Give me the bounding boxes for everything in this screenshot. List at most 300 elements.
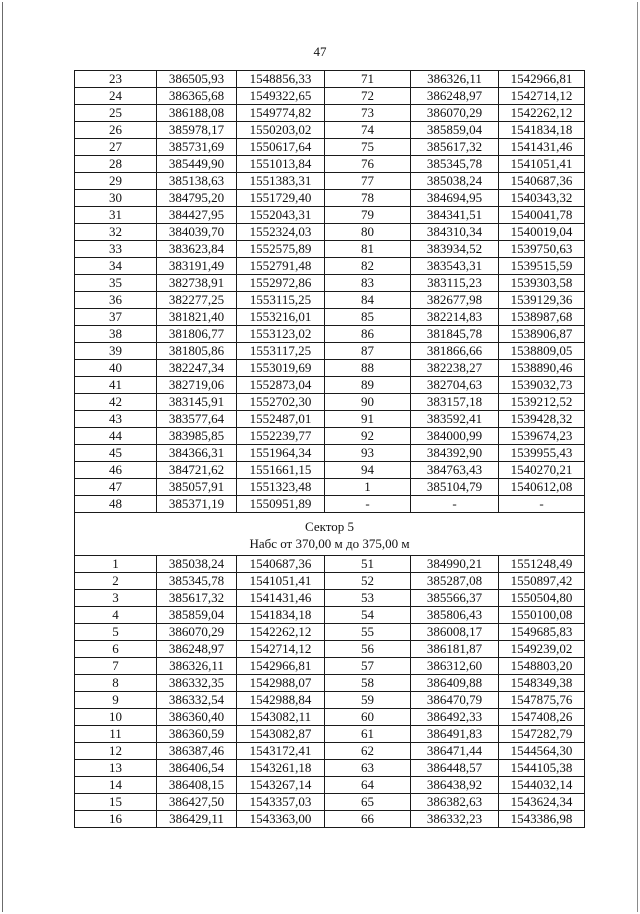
cell-y-coord-left: 1541051,41 bbox=[237, 573, 325, 590]
cell-point-number-left: 24 bbox=[75, 88, 157, 105]
cell-x-coord-left: 386070,29 bbox=[157, 624, 237, 641]
cell-y-coord-right: 1539674,23 bbox=[499, 428, 585, 445]
cell-x-coord-left: 385371,19 bbox=[157, 496, 237, 513]
table-row bbox=[75, 794, 585, 811]
cell-y-coord-left: 1548856,33 bbox=[237, 71, 325, 88]
cell-x-coord-left: 386427,50 bbox=[157, 794, 237, 811]
cell-point-number-left: 8 bbox=[75, 675, 157, 692]
sector-subtitle: Набс от 370,00 м до 375,00 м bbox=[249, 536, 410, 551]
cell-x-coord-left: 381806,77 bbox=[157, 326, 237, 343]
cell-point-number-left: 35 bbox=[75, 275, 157, 292]
cell-y-coord-left: 1542966,81 bbox=[237, 658, 325, 675]
cell-point-number-left: 3 bbox=[75, 590, 157, 607]
cell-point-number-left: 15 bbox=[75, 794, 157, 811]
cell-x-coord-right: 386181,87 bbox=[411, 641, 499, 658]
cell-point-number-right: 62 bbox=[325, 743, 411, 760]
cell-point-number-right: 88 bbox=[325, 360, 411, 377]
cell-point-number-right: 51 bbox=[325, 556, 411, 573]
table-row bbox=[75, 88, 585, 105]
cell-point-number-left: 10 bbox=[75, 709, 157, 726]
cell-point-number-right: 73 bbox=[325, 105, 411, 122]
cell-y-coord-left: 1551964,34 bbox=[237, 445, 325, 462]
cell-y-coord-left: 1543082,87 bbox=[237, 726, 325, 743]
cell-x-coord-left: 385138,63 bbox=[157, 173, 237, 190]
table-row bbox=[75, 156, 585, 173]
cell-y-coord-left: 1549322,65 bbox=[237, 88, 325, 105]
cell-x-coord-right: 385287,08 bbox=[411, 573, 499, 590]
cell-x-coord-right: 386448,57 bbox=[411, 760, 499, 777]
cell-y-coord-right: 1539750,63 bbox=[499, 241, 585, 258]
cell-y-coord-left: 1553019,69 bbox=[237, 360, 325, 377]
cell-x-coord-left: 386365,68 bbox=[157, 88, 237, 105]
cell-x-coord-left: 383145,91 bbox=[157, 394, 237, 411]
cell-y-coord-right: 1551248,49 bbox=[499, 556, 585, 573]
cell-x-coord-right: 386470,79 bbox=[411, 692, 499, 709]
cell-y-coord-left: 1551729,40 bbox=[237, 190, 325, 207]
cell-point-number-right: 90 bbox=[325, 394, 411, 411]
cell-y-coord-right: 1547875,76 bbox=[499, 692, 585, 709]
cell-x-coord-left: 384039,70 bbox=[157, 224, 237, 241]
table-row bbox=[75, 275, 585, 292]
cell-x-coord-left: 385449,90 bbox=[157, 156, 237, 173]
cell-y-coord-right: 1542262,12 bbox=[499, 105, 585, 122]
cell-y-coord-right: 1544032,14 bbox=[499, 777, 585, 794]
cell-point-number-right: 75 bbox=[325, 139, 411, 156]
cell-point-number-left: 29 bbox=[75, 173, 157, 190]
cell-y-coord-left: 1543172,41 bbox=[237, 743, 325, 760]
cell-point-number-left: 11 bbox=[75, 726, 157, 743]
cell-x-coord-left: 382719,06 bbox=[157, 377, 237, 394]
cell-point-number-right: 57 bbox=[325, 658, 411, 675]
cell-y-coord-right: 1539212,52 bbox=[499, 394, 585, 411]
cell-y-coord-left: 1552873,04 bbox=[237, 377, 325, 394]
cell-point-number-left: 6 bbox=[75, 641, 157, 658]
cell-y-coord-left: 1542714,12 bbox=[237, 641, 325, 658]
cell-point-number-right: 80 bbox=[325, 224, 411, 241]
cell-y-coord-left: 1542262,12 bbox=[237, 624, 325, 641]
table-row bbox=[75, 377, 585, 394]
cell-point-number-left: 12 bbox=[75, 743, 157, 760]
cell-point-number-right: 54 bbox=[325, 607, 411, 624]
cell-y-coord-right: 1549239,02 bbox=[499, 641, 585, 658]
cell-x-coord-right: 385038,24 bbox=[411, 173, 499, 190]
cell-y-coord-left: 1552487,01 bbox=[237, 411, 325, 428]
table-row bbox=[75, 658, 585, 675]
cell-x-coord-right: 386382,63 bbox=[411, 794, 499, 811]
table-row bbox=[75, 675, 585, 692]
table-row bbox=[75, 641, 585, 658]
cell-x-coord-left: 386326,11 bbox=[157, 658, 237, 675]
table-row bbox=[75, 777, 585, 794]
cell-x-coord-right: 386070,29 bbox=[411, 105, 499, 122]
cell-x-coord-right: 382677,98 bbox=[411, 292, 499, 309]
cell-x-coord-left: 386429,11 bbox=[157, 811, 237, 828]
cell-point-number-left: 33 bbox=[75, 241, 157, 258]
table-row bbox=[75, 726, 585, 743]
cell-x-coord-left: 384721,62 bbox=[157, 462, 237, 479]
cell-x-coord-left: 384427,95 bbox=[157, 207, 237, 224]
cell-y-coord-left: 1552702,30 bbox=[237, 394, 325, 411]
cell-y-coord-right: 1540612,08 bbox=[499, 479, 585, 496]
table-section-continuation bbox=[75, 71, 585, 513]
table-row bbox=[75, 343, 585, 360]
cell-x-coord-left: 385345,78 bbox=[157, 573, 237, 590]
table-row bbox=[75, 258, 585, 275]
cell-point-number-right: 87 bbox=[325, 343, 411, 360]
table-row bbox=[75, 428, 585, 445]
cell-x-coord-right: 382238,27 bbox=[411, 360, 499, 377]
cell-x-coord-right: 384392,90 bbox=[411, 445, 499, 462]
cell-x-coord-left: 385978,17 bbox=[157, 122, 237, 139]
cell-point-number-right: 76 bbox=[325, 156, 411, 173]
cell-x-coord-right: 386332,23 bbox=[411, 811, 499, 828]
cell-y-coord-right: 1540343,32 bbox=[499, 190, 585, 207]
cell-point-number-left: 7 bbox=[75, 658, 157, 675]
cell-point-number-right: 85 bbox=[325, 309, 411, 326]
cell-y-coord-left: 1553123,02 bbox=[237, 326, 325, 343]
cell-y-coord-left: 1553216,01 bbox=[237, 309, 325, 326]
cell-point-number-left: 16 bbox=[75, 811, 157, 828]
cell-x-coord-right: 384000,99 bbox=[411, 428, 499, 445]
cell-y-coord-left: 1552043,31 bbox=[237, 207, 325, 224]
cell-x-coord-left: 386360,40 bbox=[157, 709, 237, 726]
cell-point-number-left: 31 bbox=[75, 207, 157, 224]
cell-x-coord-left: 385859,04 bbox=[157, 607, 237, 624]
cell-point-number-right: 52 bbox=[325, 573, 411, 590]
sector-header-row bbox=[75, 513, 585, 556]
cell-point-number-left: 5 bbox=[75, 624, 157, 641]
cell-y-coord-right: 1538890,46 bbox=[499, 360, 585, 377]
cell-y-coord-left: 1553117,25 bbox=[237, 343, 325, 360]
cell-y-coord-left: 1550203,02 bbox=[237, 122, 325, 139]
cell-point-number-left: 9 bbox=[75, 692, 157, 709]
table-row bbox=[75, 607, 585, 624]
cell-x-coord-left: 385038,24 bbox=[157, 556, 237, 573]
cell-y-coord-right: 1539032,73 bbox=[499, 377, 585, 394]
cell-y-coord-left: 1550617,64 bbox=[237, 139, 325, 156]
cell-point-number-right: 58 bbox=[325, 675, 411, 692]
cell-x-coord-left: 382247,34 bbox=[157, 360, 237, 377]
cell-x-coord-left: 382738,91 bbox=[157, 275, 237, 292]
cell-y-coord-right: 1541051,41 bbox=[499, 156, 585, 173]
cell-point-number-left: 4 bbox=[75, 607, 157, 624]
cell-y-coord-left: 1541834,18 bbox=[237, 607, 325, 624]
cell-x-coord-right: 386491,83 bbox=[411, 726, 499, 743]
table-row bbox=[75, 811, 585, 828]
cell-point-number-left: 28 bbox=[75, 156, 157, 173]
cell-x-coord-right: 385104,79 bbox=[411, 479, 499, 496]
cell-point-number-right: - bbox=[325, 496, 411, 513]
cell-point-number-right: 64 bbox=[325, 777, 411, 794]
cell-x-coord-right: 383543,31 bbox=[411, 258, 499, 275]
cell-point-number-right: 94 bbox=[325, 462, 411, 479]
cell-y-coord-right: 1538906,87 bbox=[499, 326, 585, 343]
cell-y-coord-right: 1539129,36 bbox=[499, 292, 585, 309]
cell-point-number-left: 30 bbox=[75, 190, 157, 207]
cell-point-number-left: 2 bbox=[75, 573, 157, 590]
table-row bbox=[75, 743, 585, 760]
cell-point-number-right: 74 bbox=[325, 122, 411, 139]
cell-y-coord-right: 1547408,26 bbox=[499, 709, 585, 726]
cell-x-coord-right: 384763,43 bbox=[411, 462, 499, 479]
cell-y-coord-left: 1542988,84 bbox=[237, 692, 325, 709]
cell-x-coord-left: 381821,40 bbox=[157, 309, 237, 326]
cell-x-coord-left: 384366,31 bbox=[157, 445, 237, 462]
cell-point-number-right: 91 bbox=[325, 411, 411, 428]
cell-x-coord-left: 386408,15 bbox=[157, 777, 237, 794]
cell-y-coord-right: 1539428,32 bbox=[499, 411, 585, 428]
table-row bbox=[75, 573, 585, 590]
cell-y-coord-left: 1541431,46 bbox=[237, 590, 325, 607]
cell-point-number-left: 23 bbox=[75, 71, 157, 88]
table-row bbox=[75, 105, 585, 122]
cell-y-coord-right: 1542714,12 bbox=[499, 88, 585, 105]
cell-point-number-right: 60 bbox=[325, 709, 411, 726]
cell-x-coord-right: 383934,52 bbox=[411, 241, 499, 258]
cell-x-coord-right: 383592,41 bbox=[411, 411, 499, 428]
cell-x-coord-right: 381845,78 bbox=[411, 326, 499, 343]
cell-point-number-right: 89 bbox=[325, 377, 411, 394]
table-row bbox=[75, 139, 585, 156]
cell-y-coord-left: 1543082,11 bbox=[237, 709, 325, 726]
cell-y-coord-right: 1539515,59 bbox=[499, 258, 585, 275]
coordinates-table bbox=[74, 70, 585, 828]
cell-x-coord-right: 386326,11 bbox=[411, 71, 499, 88]
table-row bbox=[75, 71, 585, 88]
cell-x-coord-right: 382704,63 bbox=[411, 377, 499, 394]
cell-x-coord-right: 385617,32 bbox=[411, 139, 499, 156]
cell-y-coord-right: 1548803,20 bbox=[499, 658, 585, 675]
cell-x-coord-right: 382214,83 bbox=[411, 309, 499, 326]
cell-y-coord-right: 1549685,83 bbox=[499, 624, 585, 641]
cell-point-number-right: 82 bbox=[325, 258, 411, 275]
cell-point-number-right: 1 bbox=[325, 479, 411, 496]
table-row bbox=[75, 309, 585, 326]
cell-x-coord-left: 386332,54 bbox=[157, 692, 237, 709]
cell-y-coord-left: 1551013,84 bbox=[237, 156, 325, 173]
table-row bbox=[75, 122, 585, 139]
cell-y-coord-right: 1538987,68 bbox=[499, 309, 585, 326]
cell-x-coord-right: 386492,33 bbox=[411, 709, 499, 726]
cell-y-coord-left: 1551661,15 bbox=[237, 462, 325, 479]
cell-point-number-right: 79 bbox=[325, 207, 411, 224]
cell-x-coord-left: 384795,20 bbox=[157, 190, 237, 207]
cell-x-coord-left: 385731,69 bbox=[157, 139, 237, 156]
cell-point-number-left: 42 bbox=[75, 394, 157, 411]
cell-x-coord-right: 384310,34 bbox=[411, 224, 499, 241]
cell-x-coord-left: 386387,46 bbox=[157, 743, 237, 760]
cell-x-coord-left: 381805,86 bbox=[157, 343, 237, 360]
cell-y-coord-right: 1539955,43 bbox=[499, 445, 585, 462]
cell-y-coord-left: 1551383,31 bbox=[237, 173, 325, 190]
cell-x-coord-right: 383157,18 bbox=[411, 394, 499, 411]
cell-x-coord-right: 385345,78 bbox=[411, 156, 499, 173]
cell-x-coord-right: 384694,95 bbox=[411, 190, 499, 207]
cell-point-number-right: 65 bbox=[325, 794, 411, 811]
table-row bbox=[75, 479, 585, 496]
cell-y-coord-right: 1550504,80 bbox=[499, 590, 585, 607]
cell-x-coord-left: 385617,32 bbox=[157, 590, 237, 607]
cell-y-coord-right: 1538809,05 bbox=[499, 343, 585, 360]
cell-x-coord-right: 385806,43 bbox=[411, 607, 499, 624]
cell-point-number-right: 66 bbox=[325, 811, 411, 828]
cell-x-coord-right: 384341,51 bbox=[411, 207, 499, 224]
cell-x-coord-right: 385859,04 bbox=[411, 122, 499, 139]
cell-point-number-right: 61 bbox=[325, 726, 411, 743]
cell-x-coord-left: 386188,08 bbox=[157, 105, 237, 122]
cell-x-coord-right: 386312,60 bbox=[411, 658, 499, 675]
cell-y-coord-left: 1552972,86 bbox=[237, 275, 325, 292]
table-row bbox=[75, 462, 585, 479]
cell-y-coord-left: 1540687,36 bbox=[237, 556, 325, 573]
cell-y-coord-right: - bbox=[499, 496, 585, 513]
cell-point-number-right: 77 bbox=[325, 173, 411, 190]
cell-point-number-right: 78 bbox=[325, 190, 411, 207]
cell-y-coord-right: 1547282,79 bbox=[499, 726, 585, 743]
cell-point-number-left: 39 bbox=[75, 343, 157, 360]
cell-x-coord-left: 386248,97 bbox=[157, 641, 237, 658]
cell-point-number-right: 81 bbox=[325, 241, 411, 258]
cell-y-coord-left: 1553115,25 bbox=[237, 292, 325, 309]
cell-y-coord-left: 1543261,18 bbox=[237, 760, 325, 777]
cell-point-number-left: 34 bbox=[75, 258, 157, 275]
cell-x-coord-left: 383577,64 bbox=[157, 411, 237, 428]
cell-y-coord-left: 1543363,00 bbox=[237, 811, 325, 828]
cell-x-coord-left: 386332,35 bbox=[157, 675, 237, 692]
cell-y-coord-right: 1539303,58 bbox=[499, 275, 585, 292]
cell-y-coord-left: 1552575,89 bbox=[237, 241, 325, 258]
sector-title: Сектор 5 bbox=[304, 519, 354, 534]
cell-y-coord-right: 1543386,98 bbox=[499, 811, 585, 828]
cell-y-coord-right: 1541431,46 bbox=[499, 139, 585, 156]
cell-y-coord-left: 1550951,89 bbox=[237, 496, 325, 513]
table-row bbox=[75, 624, 585, 641]
table-row bbox=[75, 292, 585, 309]
cell-x-coord-right: 384990,21 bbox=[411, 556, 499, 573]
cell-x-coord-right: 386248,97 bbox=[411, 88, 499, 105]
cell-point-number-left: 40 bbox=[75, 360, 157, 377]
cell-point-number-left: 45 bbox=[75, 445, 157, 462]
cell-y-coord-right: 1541834,18 bbox=[499, 122, 585, 139]
table-row bbox=[75, 173, 585, 190]
cell-point-number-left: 44 bbox=[75, 428, 157, 445]
cell-point-number-left: 41 bbox=[75, 377, 157, 394]
table-row bbox=[75, 496, 585, 513]
cell-point-number-right: 86 bbox=[325, 326, 411, 343]
cell-point-number-left: 13 bbox=[75, 760, 157, 777]
cell-x-coord-left: 386360,59 bbox=[157, 726, 237, 743]
table-section-sector-5 bbox=[75, 556, 585, 828]
cell-x-coord-left: 383191,49 bbox=[157, 258, 237, 275]
cell-point-number-left: 1 bbox=[75, 556, 157, 573]
cell-y-coord-left: 1552791,48 bbox=[237, 258, 325, 275]
table-row bbox=[75, 692, 585, 709]
cell-y-coord-right: 1540270,21 bbox=[499, 462, 585, 479]
table-row bbox=[75, 709, 585, 726]
cell-point-number-left: 32 bbox=[75, 224, 157, 241]
cell-y-coord-right: 1540041,78 bbox=[499, 207, 585, 224]
cell-y-coord-left: 1543267,14 bbox=[237, 777, 325, 794]
cell-x-coord-left: 385057,91 bbox=[157, 479, 237, 496]
sector-header-cell bbox=[75, 513, 585, 556]
cell-y-coord-left: 1551323,48 bbox=[237, 479, 325, 496]
cell-point-number-right: 55 bbox=[325, 624, 411, 641]
cell-x-coord-left: 386505,93 bbox=[157, 71, 237, 88]
cell-point-number-right: 93 bbox=[325, 445, 411, 462]
cell-point-number-right: 53 bbox=[325, 590, 411, 607]
cell-x-coord-left: 383623,84 bbox=[157, 241, 237, 258]
cell-point-number-right: 92 bbox=[325, 428, 411, 445]
cell-point-number-left: 47 bbox=[75, 479, 157, 496]
table-row bbox=[75, 411, 585, 428]
cell-x-coord-left: 382277,25 bbox=[157, 292, 237, 309]
cell-y-coord-left: 1542988,07 bbox=[237, 675, 325, 692]
cell-point-number-right: 63 bbox=[325, 760, 411, 777]
cell-y-coord-right: 1540687,36 bbox=[499, 173, 585, 190]
cell-point-number-left: 46 bbox=[75, 462, 157, 479]
cell-y-coord-left: 1543357,03 bbox=[237, 794, 325, 811]
cell-y-coord-right: 1548349,38 bbox=[499, 675, 585, 692]
cell-x-coord-right: 386438,92 bbox=[411, 777, 499, 794]
table-row bbox=[75, 207, 585, 224]
sector-header-section bbox=[75, 513, 585, 556]
cell-point-number-right: 83 bbox=[325, 275, 411, 292]
cell-point-number-right: 71 bbox=[325, 71, 411, 88]
table-row bbox=[75, 590, 585, 607]
cell-x-coord-right: 383115,23 bbox=[411, 275, 499, 292]
table-row bbox=[75, 445, 585, 462]
cell-x-coord-right: 381866,66 bbox=[411, 343, 499, 360]
cell-y-coord-right: 1544564,30 bbox=[499, 743, 585, 760]
cell-point-number-left: 38 bbox=[75, 326, 157, 343]
cell-x-coord-right: 386409,88 bbox=[411, 675, 499, 692]
cell-y-coord-left: 1552324,03 bbox=[237, 224, 325, 241]
cell-point-number-left: 14 bbox=[75, 777, 157, 794]
cell-point-number-left: 43 bbox=[75, 411, 157, 428]
cell-point-number-left: 27 bbox=[75, 139, 157, 156]
table-row bbox=[75, 360, 585, 377]
page-number: 47 bbox=[313, 44, 327, 59]
cell-point-number-left: 25 bbox=[75, 105, 157, 122]
table-row bbox=[75, 224, 585, 241]
table-row bbox=[75, 326, 585, 343]
table-row bbox=[75, 190, 585, 207]
cell-point-number-left: 48 bbox=[75, 496, 157, 513]
cell-y-coord-right: 1550100,08 bbox=[499, 607, 585, 624]
cell-y-coord-left: 1552239,77 bbox=[237, 428, 325, 445]
cell-point-number-right: 72 bbox=[325, 88, 411, 105]
cell-point-number-left: 36 bbox=[75, 292, 157, 309]
table-row bbox=[75, 241, 585, 258]
cell-y-coord-right: 1550897,42 bbox=[499, 573, 585, 590]
cell-x-coord-left: 386406,54 bbox=[157, 760, 237, 777]
cell-point-number-right: 56 bbox=[325, 641, 411, 658]
cell-x-coord-right: 386008,17 bbox=[411, 624, 499, 641]
cell-point-number-right: 84 bbox=[325, 292, 411, 309]
cell-y-coord-left: 1549774,82 bbox=[237, 105, 325, 122]
cell-y-coord-right: 1544105,38 bbox=[499, 760, 585, 777]
table-row bbox=[75, 760, 585, 777]
cell-point-number-right: 59 bbox=[325, 692, 411, 709]
cell-y-coord-right: 1542966,81 bbox=[499, 71, 585, 88]
cell-y-coord-right: 1540019,04 bbox=[499, 224, 585, 241]
cell-x-coord-right: 385566,37 bbox=[411, 590, 499, 607]
cell-point-number-left: 37 bbox=[75, 309, 157, 326]
cell-x-coord-left: 383985,85 bbox=[157, 428, 237, 445]
table-row bbox=[75, 556, 585, 573]
table-row bbox=[75, 394, 585, 411]
cell-y-coord-right: 1543624,34 bbox=[499, 794, 585, 811]
